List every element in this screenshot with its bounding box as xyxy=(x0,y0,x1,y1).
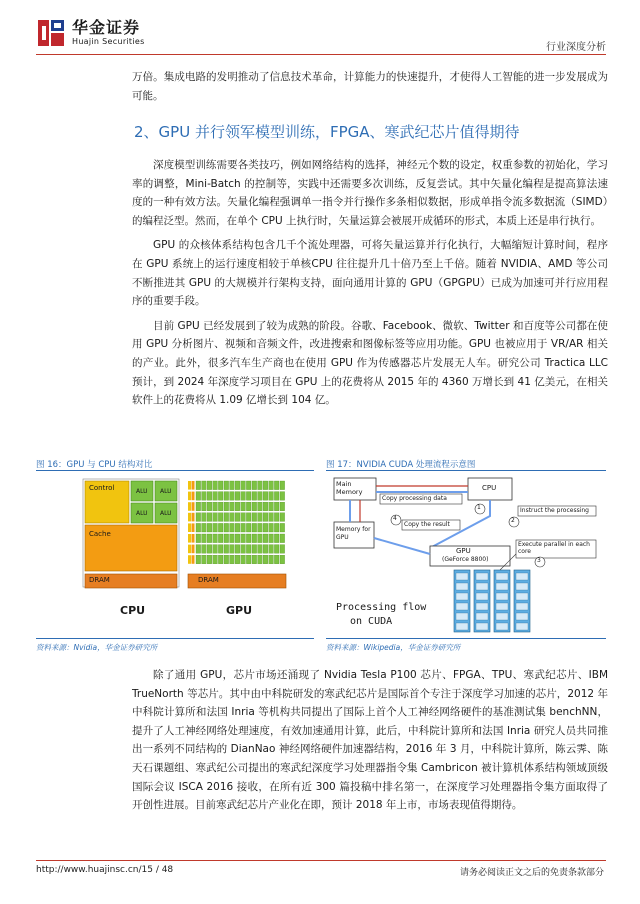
cpu-dram-label: DRAM xyxy=(89,576,110,584)
copy-result-label: Copy the result xyxy=(404,521,450,528)
step-4-marker: 4 xyxy=(393,515,397,522)
company-logo xyxy=(36,18,145,48)
footer-disclaimer: 请务必阅读正文之后的免责条款部分 xyxy=(459,868,604,878)
figure17-source: 资料来源：Wikipedia，华金证券研究所 xyxy=(326,643,461,652)
flow-title-line2: on CUDA xyxy=(350,616,393,627)
gpu-model-label: (GeForce 8800) xyxy=(442,556,489,563)
paragraph-training: 深度模型训练需要各类技巧，例如网络结构的选择，神经元个数的设定，权重参数的初始化，学习率的调整，Mini-Batch 的控制等，实践中还需要多次训练，反复尝试。其中矢量化编程是提高算法速度的一种有效方法。矢量化编程强调单一指令并行操作多条相似数据，形成单指令流多数据流（SIMD）的编程泛型。然而，在单个 CPU 上执行时，矢量运算会被展开成循环的形式，本质上还是串行执行。 xyxy=(132,159,608,227)
step-3-marker: 3 xyxy=(537,557,541,564)
main-memory-label: Main Memory xyxy=(336,480,363,496)
figure16-cpu-gpu-diagram xyxy=(80,476,290,624)
memory-for-gpu-label: Memory for GPU xyxy=(336,526,371,541)
figure17-bottom-rule xyxy=(326,638,606,639)
cpu-alu-label: ALU xyxy=(160,488,172,495)
cpu-label: CPU xyxy=(120,604,146,617)
cpu-cache-label: Cache xyxy=(89,530,111,538)
step-2-marker: 2 xyxy=(511,517,515,524)
figure17-cuda-flow-diagram xyxy=(330,474,602,634)
gpu-dram-label: DRAM xyxy=(198,576,219,584)
header-divider xyxy=(36,54,606,55)
footer-divider xyxy=(36,860,606,861)
figure16-bottom-rule xyxy=(36,638,314,639)
paragraph-gpu-market: 目前 GPU 已经发展到了较为成熟的阶段。谷歌、Facebook、微软、Twitter 和百度等公司都在使用 GPU 分析图片、视频和音频文件，改进搜索和图像标签等应用功能。GPU 也被应用于 VR/AR 相关的产业。此外，很多汽车生产商也在使用 GPU 作为传感器芯片发展无人车。研究公司 Tractica LLC 预计，到 2024 年深度学习项目在 GPU 上的花费将从 2015 年的 4360 万增长到 41 亿美元，在相关软件上的花费将从 1.09 亿增长到 104 亿。 xyxy=(132,319,608,407)
figure17-caption-rule xyxy=(326,470,606,471)
flow-title-line1: Processing flow xyxy=(336,602,427,613)
page-header xyxy=(0,0,640,62)
figure16-source: 资料来源：Nvidia，华金证券研究所 xyxy=(36,643,158,652)
cpu-alu-label: ALU xyxy=(160,510,172,517)
report-category: 行业深度分析 xyxy=(546,42,606,53)
logo-name-cn: 华金证券 xyxy=(72,18,141,37)
paragraph-gpu-cores: GPU 的众核体系结构包含几千个流处理器，可将矢量运算并行化执行，大幅缩短计算时间，程序在 GPU 系统上的运行速度相较于单核CPU 往往提升几十倍乃至上千倍。随着 NVIDIA、AMD 等公司不断推进其 GPU 的大规模并行架构支持，面向通用计算的 GPU（GPGPU）已成为加速可并行应用程序的重要手段。 xyxy=(132,239,608,308)
intro-text xyxy=(132,68,608,111)
cpu-control-label: Control xyxy=(89,484,115,492)
cpu-box-label: CPU xyxy=(482,484,497,492)
gpu-label: GPU xyxy=(226,604,253,617)
section-title: 2、GPU 并行领军模型训练，FPGA、寒武纪芯片值得期待 xyxy=(134,123,520,141)
cpu-alu-label: ALU xyxy=(136,488,148,495)
figure16-caption: 图 16：GPU 与 CPU 结构对比 xyxy=(36,460,153,470)
gpu-box-label: GPU xyxy=(456,547,471,555)
gpu-architecture xyxy=(188,481,286,588)
section-body xyxy=(132,156,608,416)
step-1-marker: 1 xyxy=(477,504,481,511)
instruct-label: Instruct the processing xyxy=(520,507,589,514)
footer-url-page: http://www.huajinsc.cn/15 / 48 xyxy=(36,865,174,875)
execute-label: Execute parallel in each core xyxy=(518,541,590,555)
chips-section-body xyxy=(132,666,608,821)
logo-name-en: Huajin Securities xyxy=(72,37,145,46)
figure16-caption-rule xyxy=(36,470,314,471)
copy-processing-label: Copy processing data xyxy=(382,495,447,502)
logo-mark-icon xyxy=(36,18,66,48)
figure17-caption: 图 17：NVIDIA CUDA 处理流程示意图 xyxy=(326,460,476,470)
paragraph-chips: 除了通用 GPU，芯片市场还涌现了 Nvidia Tesla P100 芯片、FPGA、TPU、寒武纪芯片、IBM TrueNorth 等芯片。其中由中科院研发的寒武纪芯片是国际首个专注于深度学习加速的芯片，2012 年中科院计算所和法国 Inria 等机构共同提出了国际上首个人工神经网络硬件的基准测试集 benchNN，提升了人工神经网络处理速度，有效加速通用计算，此后，中科院计算所和法国 Inria 研究人员共同推出一系列不同结构的 DianNao 神经网络硬件加速器结构，2016 年 3 月，中科院计算所，陈云霁、陈天石课题组、寒武纪公司提出的寒武纪深度学习处理器指令集 Cambricon 被计算机体系结构领域顶级国际会议 ISCA 2016 接收，在所有近 300 篇投稿中排名第一，在深度学习处理器指令集方面取得了开创性进展。目前寒武纪芯片产业化在即，预计 2018 年上市，市场表现值得期待。 xyxy=(132,669,608,812)
intro-paragraph: 万倍。集成电路的发明推动了信息技术革命，计算能力的快速提升，才使得人工智能的进一步发展成为可能。 xyxy=(132,71,608,102)
cpu-alu-label: ALU xyxy=(136,510,148,517)
